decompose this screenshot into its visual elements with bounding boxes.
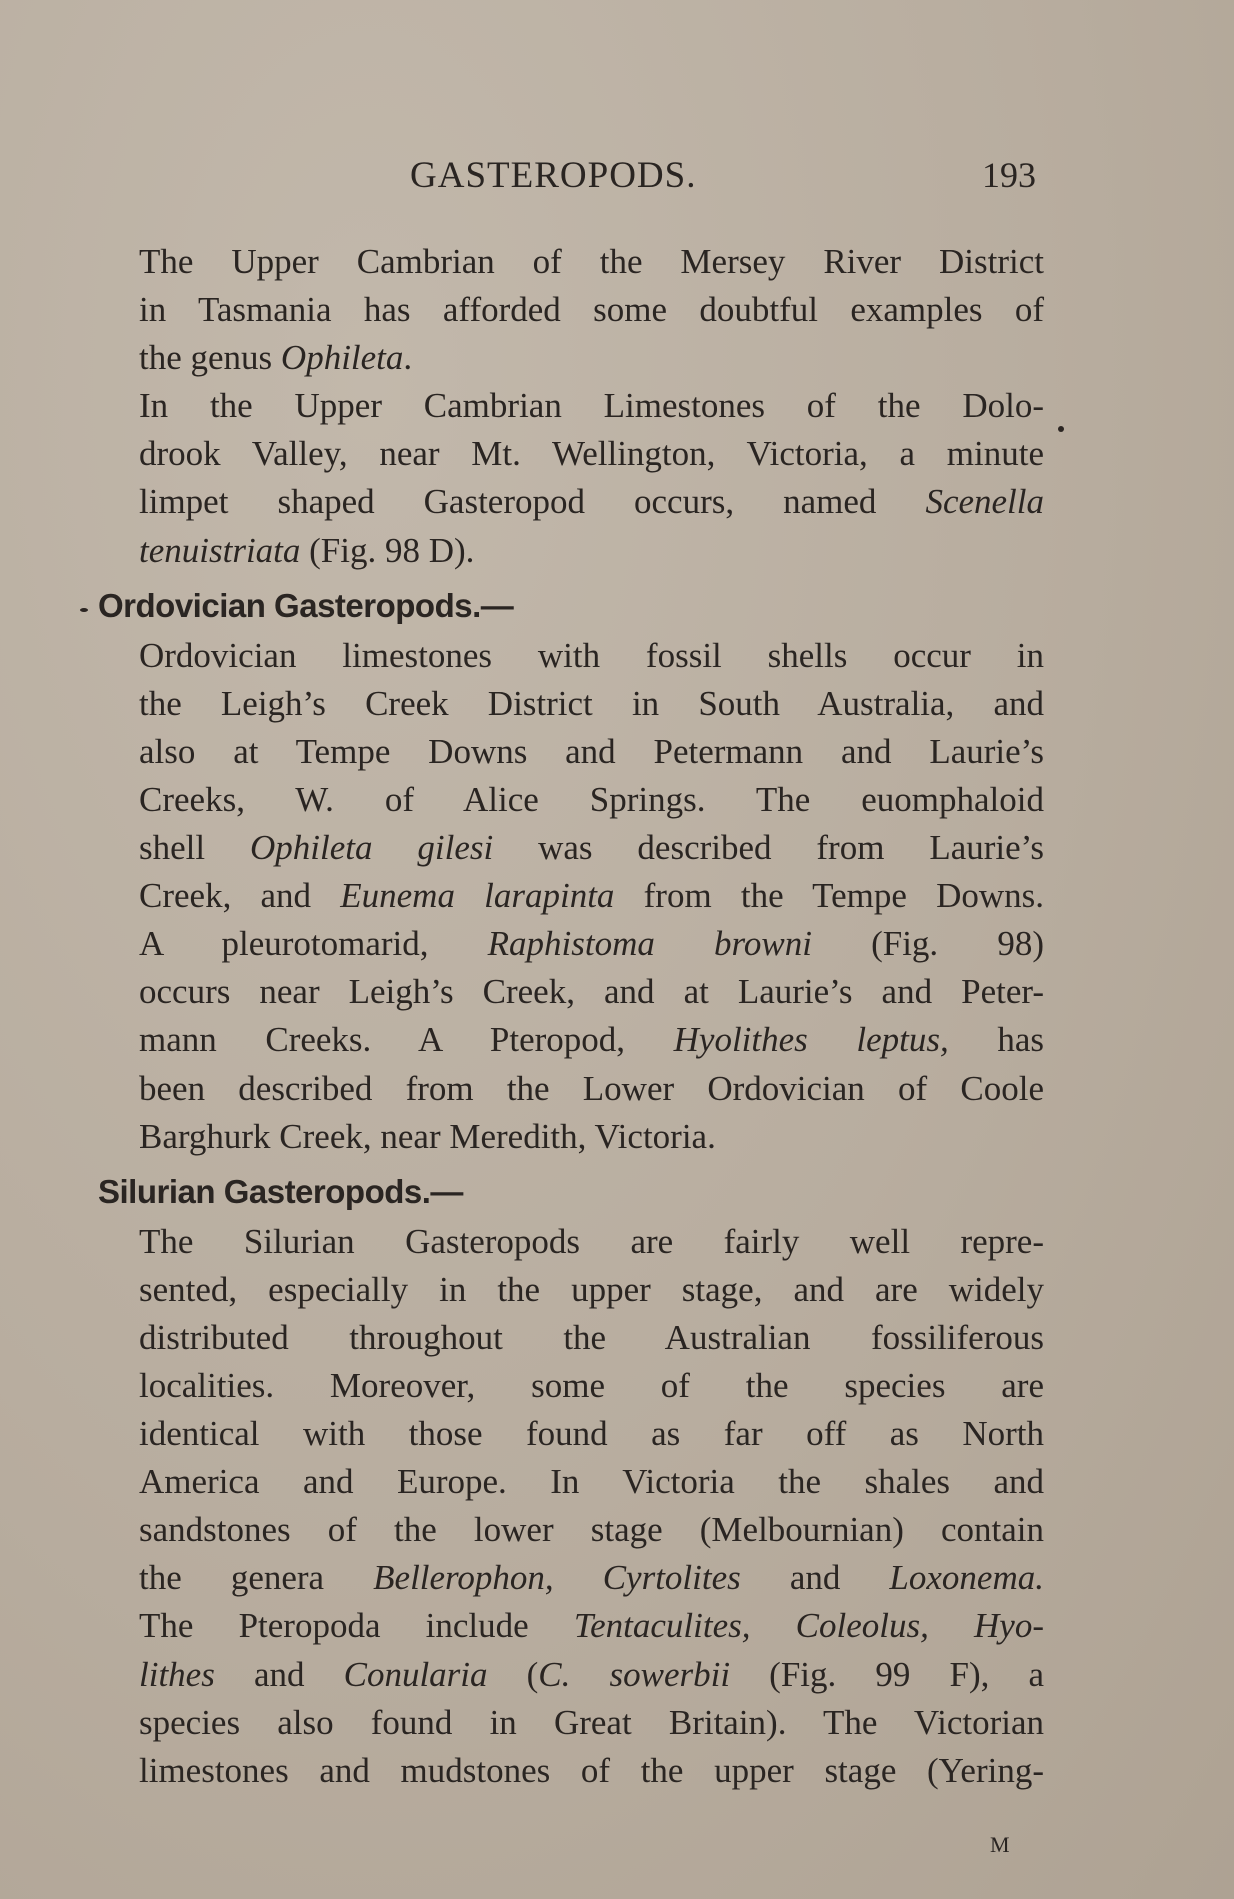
text-run: ( [487,1654,539,1694]
running-head-title: GASTEROPODS. [410,155,697,196]
ink-speck [1058,426,1064,432]
text-line: Creeks, W. of Alice Springs. The euomphaloid [139,779,1044,819]
text-line: limestones and mudstones of the upper stage (Yering- [139,1750,1044,1790]
text-line [98,920,1044,968]
text-line [98,334,1044,382]
text-line: sandstones of the lower stage (Melbournian) contain [139,1510,1044,1550]
text-line [98,1602,1044,1650]
text-line: America and Europe. In Victoria the shales and [139,1462,1044,1502]
text-line [98,478,1044,526]
ink-speck [80,608,88,612]
text-run: (Fig. 98) [811,924,1044,964]
text-line [98,1016,1044,1064]
text-line [98,1554,1044,1602]
text-line: The Silurian Gasteropods are fairly well repre- [139,1221,1044,1261]
text-run: from the Tempe Downs. [614,876,1045,916]
paragraph-upper-cambrian-tasmania [98,238,1044,382]
paragraph-ordovician [98,632,1044,1161]
text-line: in Tasmania has afforded some doubtful examples of [139,290,1044,330]
text-line: the Leigh’s Creek District in South Australia, and [139,683,1044,723]
paragraph-silurian [98,1218,1044,1795]
text-line: In the Upper Cambrian Limestones of the Dolo- [139,386,1044,426]
text-run: shell [139,828,250,868]
genus-name: Loxonema. [889,1558,1044,1598]
section-heading-ordovician: Ordovician Gasteropods.— [98,586,514,624]
text-run: the genus [139,338,281,378]
text-run: the genera [139,1558,374,1598]
text-line [98,824,1044,872]
text-run: (Fig. 98 D). [300,530,475,570]
genus-name: lithes [139,1654,215,1694]
text-run: Creek, and [139,876,341,916]
text-run: mann Creeks. A Pteropod, [139,1020,674,1060]
page-number: 193 [982,155,1036,195]
species-name: Hyolithes leptus, [673,1020,949,1060]
text-run: limpet shaped Gasteropod occurs, named [139,482,926,522]
genus-name: Ophileta [280,338,404,378]
body-text [98,238,1044,1795]
text-line: also at Tempe Downs and Petermann and Laurie’s [139,731,1044,771]
text-line: distributed throughout the Australian fossiliferous [139,1317,1044,1357]
genus-names: Bellerophon, Cyrtolites [373,1558,741,1598]
text-line [98,872,1044,920]
genus-name: Conularia [343,1654,488,1694]
species-name: Scenella [925,482,1044,522]
text-run: (Fig. 99 F), a [730,1654,1044,1694]
running-head [0,154,1234,202]
genus-names: Tentaculites, Coleolus, Hyo- [573,1606,1044,1646]
text-run: was described from Laurie’s [493,828,1044,868]
text-run: and [214,1654,344,1694]
text-line [98,527,1044,575]
paragraph-upper-cambrian-victoria [98,382,1044,574]
text-line: localities. Moreover, some of the species are [139,1365,1044,1405]
text-line [98,1651,1044,1699]
text-line: identical with those found as far off as North [139,1414,1044,1454]
section-heading-silurian: Silurian Gasteropods.— [98,1172,463,1210]
text-line: occurs near Leigh’s Creek, and at Laurie’s and Peter- [139,972,1044,1012]
species-name: Raphistoma browni [487,924,812,964]
text-run: . [403,338,413,378]
species-name: Ophileta gilesi [250,828,494,868]
text-line: Barghurk Creek, near Meredith, Victoria. [139,1116,716,1156]
text-line: The Upper Cambrian of the Mersey River District [139,242,1044,281]
species-name: tenuistriata [139,530,301,570]
text-line: sented, especially in the upper stage, and are widely [139,1269,1044,1309]
text-line: drook Valley, near Mt. Wellington, Victoria, a minute [139,434,1044,474]
text-run: and [740,1558,890,1598]
text-run: has [948,1020,1044,1060]
species-name: C. sowerbii [538,1654,731,1694]
text-line: species also found in Great Britain). The Victorian [139,1702,1044,1742]
text-line: been described from the Lower Ordovician of Coole [139,1068,1044,1108]
signature-mark: M [990,1832,1010,1857]
text-line: Ordovician limestones with fossil shells occur in [139,635,1044,675]
text-run: The Pteropoda include [139,1606,574,1646]
text-run: A pleurotomarid, [139,924,488,964]
species-name: Eunema larapinta [340,876,615,916]
